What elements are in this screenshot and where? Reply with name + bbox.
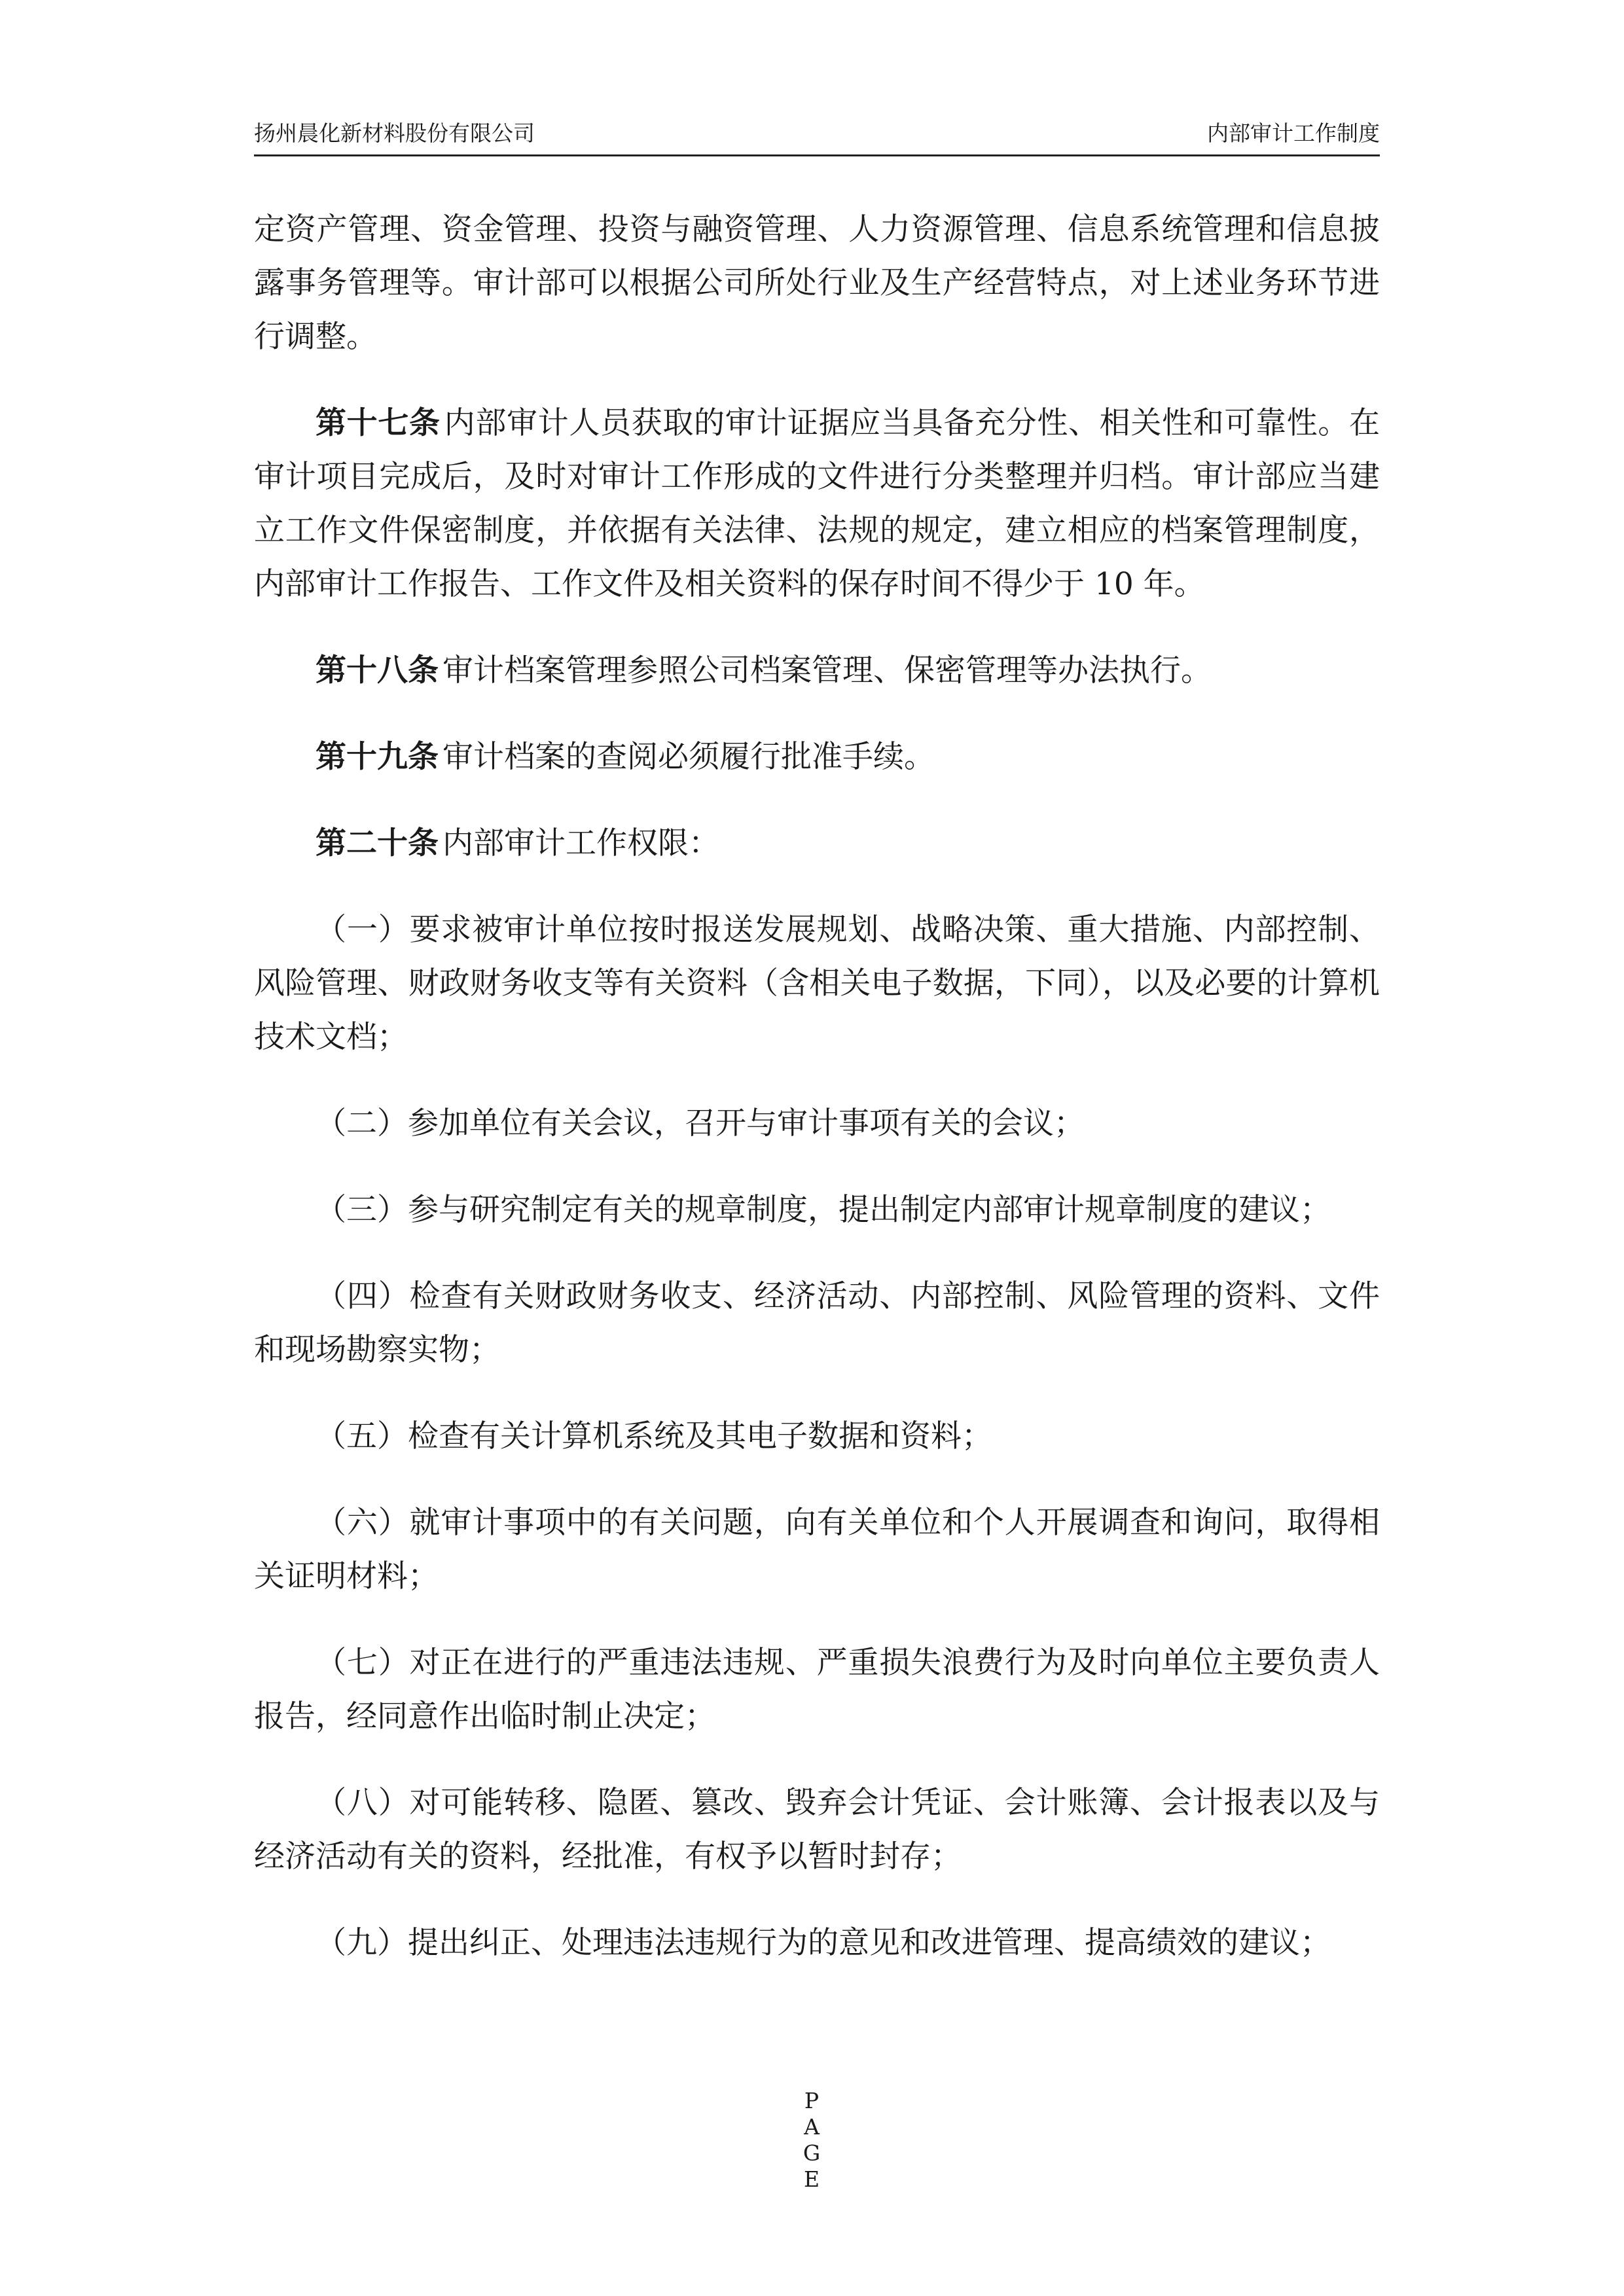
list-item: （三）参与研究制定有关的规章制度，提出制定内部审计规章制度的建议； xyxy=(316,1192,1331,1228)
article-heading: 第十八条 xyxy=(316,653,439,689)
page-footer-letter: A xyxy=(804,2114,820,2140)
page-footer xyxy=(785,2088,838,2193)
header-rule xyxy=(254,154,1380,156)
article-text: 内部审计人员获取的审计证据应当具备充分性、相关性和可靠性。在审计项目完成后，及时对审计工作形成的文件进行分类整理并归档。审计部应当建立工作文件保密制度，并依据有关法律、法规的规定，建立相应的档案管理制度，内部审计工作报告、工作文件及相关资料的保存时间不得少于 10 年。 xyxy=(254,405,1380,602)
list-item: （一）要求被审计单位按时报送发展规划、战略决策、重大措施、内部控制、风险管理、财政财务收支等有关资料（含相关电子数据，下同），以及必要的计算机技术文档； xyxy=(254,912,1380,1055)
document-body xyxy=(254,203,1380,2003)
article-text: 审计档案的查阅必须履行批准手续。 xyxy=(442,739,935,775)
paragraph-continuation xyxy=(254,203,1380,364)
header-company-name: 扬州晨化新材料股份有限公司 xyxy=(254,120,535,146)
article-heading: 第十七条 xyxy=(316,405,441,441)
article-text: 内部审计工作权限： xyxy=(442,825,719,861)
page-header xyxy=(254,117,1380,151)
article-17 xyxy=(254,397,1380,611)
page-footer-letter: E xyxy=(803,2166,820,2192)
page-footer-letter: G xyxy=(803,2140,821,2166)
list-item: （二）参加单位有关会议，召开与审计事项有关的会议； xyxy=(316,1105,1085,1141)
article-text: 审计档案管理参照公司档案管理、保密管理等办法执行。 xyxy=(442,653,1212,689)
page-footer-letter: P xyxy=(804,2088,820,2113)
list-item: （六）就审计事项中的有关问题，向有关单位和个人开展调查和询问，取得相关证明材料； xyxy=(254,1505,1380,1594)
article-18 xyxy=(254,644,1380,698)
article-20 xyxy=(254,817,1380,870)
list-item: （七）对正在进行的严重违法违规、严重损失浪费行为及时向单位主要负责人报告，经同意作出临时制止决定； xyxy=(254,1645,1380,1734)
list-item: （四）检查有关财政财务收支、经济活动、内部控制、风险管理的资料、文件和现场勘察实物； xyxy=(254,1278,1380,1368)
list-item: （五）检查有关计算机系统及其电子数据和资料； xyxy=(316,1418,992,1454)
header-document-title: 内部审计工作制度 xyxy=(1207,120,1380,146)
article-heading: 第十九条 xyxy=(316,739,439,775)
list-item: （九）提出纠正、处理违法违规行为的意见和改进管理、提高绩效的建议； xyxy=(316,1925,1331,1961)
article-heading: 第二十条 xyxy=(316,825,439,861)
article-19 xyxy=(254,730,1380,784)
list-item: （八）对可能转移、隐匿、篡改、毁弃会计凭证、会计账簿、会计报表以及与经济活动有关的资料，经批准，有权予以暂时封存； xyxy=(254,1785,1380,1874)
paragraph-text: 定资产管理、资金管理、投资与融资管理、人力资源管理、信息系统管理和信息披露事务管理等。审计部可以根据公司所处行业及生产经营特点，对上述业务环节进行调整。 xyxy=(254,211,1380,355)
